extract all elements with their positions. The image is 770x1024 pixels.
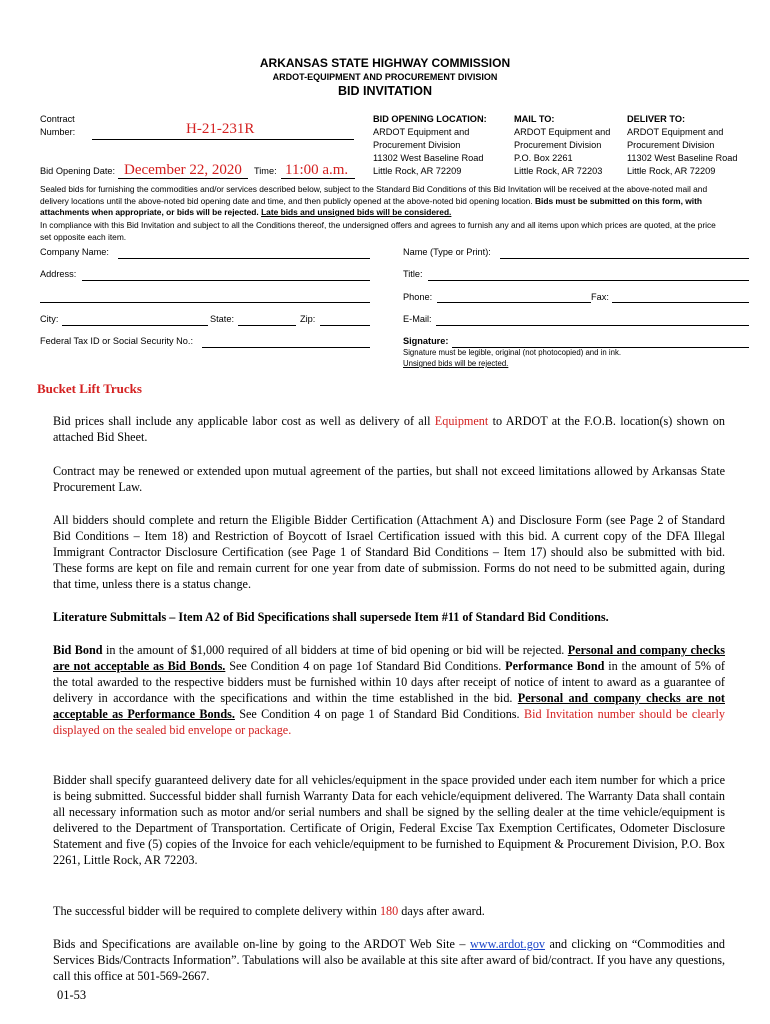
company-name-label: Company Name:: [40, 247, 109, 257]
paragraph-online: [53, 936, 725, 984]
header-subtitle: BID INVITATION: [338, 84, 432, 98]
paragraph-bonds: [53, 642, 725, 738]
notice-paragraph: [40, 184, 726, 219]
company-name-input[interactable]: [118, 258, 370, 259]
bid-opening-line: ARDOT Equipment and: [373, 127, 470, 137]
bid-opening-line: Procurement Division: [373, 140, 461, 150]
deliver-to-line: Procurement Division: [627, 140, 715, 150]
city-label: City:: [40, 314, 59, 324]
footer-code: 01-53: [57, 988, 87, 1002]
text-emphasis: Personal and company checks are not acceptable as Performance Bonds.: [53, 691, 725, 721]
signature-label: Signature:: [403, 336, 449, 346]
time-label: Time:: [254, 166, 277, 176]
mail-to-line: Procurement Division: [514, 140, 602, 150]
text: See Condition 4 on page 1 of Standard Bid Conditions.: [234, 707, 524, 721]
tax-id-input[interactable]: [202, 347, 370, 348]
deliver-to: [627, 113, 738, 178]
address-label: Address:: [40, 269, 77, 279]
mail-to-label: MAIL TO:: [514, 114, 555, 124]
deliver-to-label: DELIVER TO:: [627, 114, 686, 124]
state-label: State:: [210, 314, 235, 324]
section-title: Bucket Lift Trucks: [37, 381, 142, 396]
email-label: E-Mail:: [403, 314, 432, 324]
contract-number[interactable]: H-21-231R: [186, 121, 255, 137]
bid-date-label: Bid Opening Date:: [40, 166, 116, 176]
text: and clicking on “Commodities and Services Bids/Contracts Information”. Tabulations will also be available at this site after award of bid/contract. If you have any questions, call this office at 501-569-2667.: [53, 937, 726, 983]
contract-number-line: [92, 139, 354, 140]
zip-label: Zip:: [300, 314, 316, 324]
paragraph-literature: Literature Submittals – Item A2 of Bid Specifications shall supersede Item #11 of Standard Bid Conditions.: [53, 610, 609, 624]
mail-to-line: Little Rock, AR 72203: [514, 166, 603, 176]
mail-to: [514, 113, 610, 178]
paragraph-renewal: Contract may be renewed or extended upon mutual agreement of the parties, but shall not exceed limitations allowed by Arkansas State Procurement Law.: [53, 464, 725, 494]
email-input[interactable]: [436, 325, 749, 326]
paragraph-delivery: Bidder shall specify guaranteed delivery date for all vehicles/equipment in the space provided under each item number for which a price is being submitted. Successful bidder shall furnish Warranty Data for each vehicle/equipment delivered. The Warranty Data shall contain all necessary information such as motor and/or serial numbers and shall be signed by the selling dealer at the time vehicle/equipment is delivered to the Department of Transportation. Certificate of Origin, Federal Excise Tax Exemption Certificates, Odometer Disclosure Statement and five (5) copies of the Invoice for each vehicle/equipment to be furnished to Equipment & Procurement Division, P.O. Box 2261, Little Rock, AR 72203.: [53, 773, 725, 867]
text: to ARDOT at the F.O.B. location(s) shown on attached Bid Sheet.: [53, 414, 725, 444]
title-label: Title:: [403, 269, 423, 279]
address-input[interactable]: [82, 280, 370, 281]
bid-date-value[interactable]: December 22, 2020: [124, 162, 242, 178]
notice-underline: Late bids and unsigned bids will be considered.: [261, 207, 452, 217]
header-title: ARKANSAS STATE HIGHWAY COMMISSION: [259, 56, 511, 70]
bid-opening-location: [373, 113, 487, 178]
bid-bond-label: Bid Bond: [53, 643, 103, 657]
mail-to-line: P.O. Box 2261: [514, 153, 573, 163]
deliver-to-line: Little Rock, AR 72209: [627, 166, 716, 176]
bid-opening-line: 11302 West Baseline Road: [373, 153, 484, 163]
text: Bid prices shall include any applicable labor cost as well as delivery of all: [53, 414, 435, 428]
tax-id-label: Federal Tax ID or Social Security No.:: [40, 336, 194, 346]
notice-bold: Bids must be submitted on this form, with attachments when appropriate, or bids will be rejected.: [40, 195, 702, 217]
notice-text: Sealed bids for furnishing the commodities and/or services described below, subject to the Standard Bid Conditions of this Bid Invitation will be received at the above-noted mail and delivery locations until the above-noted bid opening date and time, and then publicly opened at the above-noted bid opening location.: [40, 184, 708, 206]
compliance-paragraph: In compliance with this Bid Invitation and subject to all the Conditions thereof, the undersigned offers and agrees to furnish any and all items upon which prices are quoted, at the price set opposite each item.: [40, 220, 716, 242]
state-input[interactable]: [238, 325, 296, 326]
fax-label: Fax:: [591, 292, 609, 302]
time-value[interactable]: 11:00 a.m.: [285, 162, 349, 178]
name-print-label: Name (Type or Print):: [403, 247, 491, 257]
mail-to-line: ARDOT Equipment and: [514, 127, 611, 137]
name-print-input[interactable]: [500, 258, 749, 259]
header-division: ARDOT-EQUIPMENT AND PROCUREMENT DIVISION: [272, 72, 498, 82]
text: in the amount of 5% of the total awarded to the respective bidders must be furnished within 10 days after receipt of notice of intent to award as a guarantee of delivery in accordance with the specifications and within the time established in the bid.: [53, 659, 725, 705]
phone-input[interactable]: [437, 302, 591, 303]
title-input[interactable]: [428, 280, 749, 281]
phone-label: Phone:: [403, 292, 433, 302]
performance-bond-label: Performance Bond: [505, 659, 605, 673]
text: See Condition 4 on page 1of Standard Bid Conditions.: [225, 659, 506, 673]
ardot-link[interactable]: www.ardot.gov: [469, 937, 546, 951]
bid-opening-line: Little Rock, AR 72209: [373, 166, 462, 176]
deliver-to-line: ARDOT Equipment and: [627, 127, 724, 137]
text-highlight: Equipment: [434, 414, 489, 428]
signature-note: Signature must be legible, original (not photocopied) and in ink.: [403, 348, 622, 357]
city-input[interactable]: [62, 325, 208, 326]
contract-label-1: Contract: [40, 114, 75, 124]
zip-input[interactable]: [320, 325, 370, 326]
text-highlight: Bid Invitation number should be clearly displayed on the sealed bid envelope or package.: [53, 707, 725, 737]
text: days after award.: [398, 904, 485, 918]
contract-label-2: Number:: [40, 127, 76, 137]
delivery-days: 180: [379, 904, 399, 918]
paragraph-pricing: [53, 413, 725, 445]
paragraph-certifications: All bidders should complete and return the Eligible Bidder Certification (Attachment A) and Disclosure Form (see Page 2 of Standard Bid Conditions – Item 18) and Restriction of Boycott of Israel Certification issued with this bid. A current copy of the DFA Illegal Immigrant Contractor Disclosure Certification (see Page 1 of Standard Bid Conditions – Item 17) should also be submitted with bid. These forms are kept on file and remain current for one year from date of submission. Forms do not need to be submitted again, during that time, unless there is a status change.: [53, 513, 725, 591]
bid-opening-label: BID OPENING LOCATION:: [373, 114, 487, 124]
fax-input[interactable]: [612, 302, 749, 303]
unsigned-note: Unsigned bids will be rejected.: [403, 359, 509, 368]
text: The successful bidder will be required to complete delivery within: [53, 904, 380, 918]
address-input-2[interactable]: [40, 302, 370, 303]
paragraph-delivery-days: [53, 903, 725, 919]
text: in the amount of $1,000 required of all bidders at time of bid opening or bid will be rejected.: [102, 643, 568, 657]
text: Bids and Specifications are available on-line by going to the ARDOT Web Site –: [53, 937, 470, 951]
deliver-to-line: 11302 West Baseline Road: [627, 153, 738, 163]
text-emphasis: Personal and company checks are not acceptable as Bid Bonds.: [53, 643, 726, 673]
